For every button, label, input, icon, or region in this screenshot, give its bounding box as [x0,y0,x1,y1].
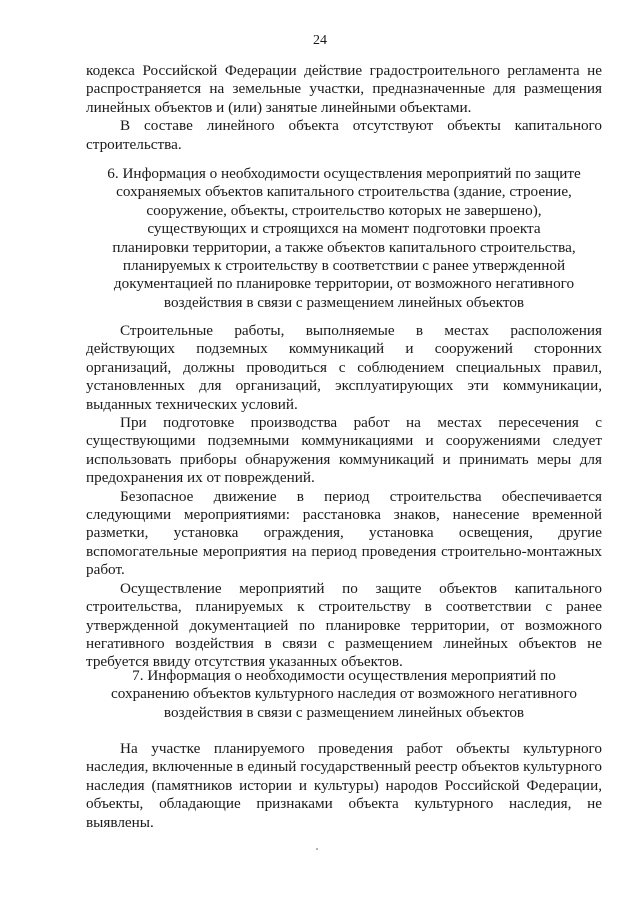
heading-line: планируемых к строительству в соответствии с ранее утвержденной [122,257,566,275]
section-7-paragraph: На участке планируемого проведения работ объекты культурного наследия, включенные в единый государственный реестр объектов культурного наследия (памятников истории и культуры) народов Российской Федерации, объекты, обладающие признаками объекта культурного наследия, не выявлены. [86,740,602,831]
heading-line: 6. Информация о необходимости осуществления мероприятий по защите [107,165,581,182]
heading-line: сохранению объектов культурного наследия от возможного негативного [111,685,577,703]
heading-line: существующих и строящихся на момент подготовки проекта [147,220,541,238]
section-6-paragraph: Осуществление мероприятий по защите объектов капитального строительства, планируемых к строительству в соответствии с ранее утвержденной документацией по планировке территории, от возможного негативного воздействия в связи с размещением линейных объектов не требуется ввиду отсутствия указанных объектов. [86,579,602,671]
heading-line: планировки территории, а также объектов капитального строительства, [112,238,576,256]
heading-line: воздействия в связи с размещением линейных объектов [163,293,525,311]
section-6-paragraph: При подготовке производства работ на местах пересечения с существующими подземными коммуникациями и сооружениями следует использовать приборы обнаружения коммуникаций и принимать меры для предохранения их от повреждений. [86,414,602,487]
scan-dot [316,848,318,850]
section-7-body [86,740,602,832]
section-6-heading [86,165,602,312]
heading-line: сохраняемых объектов капитального строительства (здание, строение, [116,183,572,201]
intro-paragraph-continued: кодекса Российской Федерации действие градостроительного регламента не распространяется на земельные участки, предназначенные для размещения линейных объектов и (или) занятые линейными объектами. [86,62,602,116]
section-6-paragraph: Безопасное движение в период строительства обеспечивается следующими мероприятиями: расстановка знаков, нанесение временной разметки, установка ограждения, установка освещения, другие вспомогательные мероприятия на период проведения строительно-монтажных работ. [86,487,602,579]
section-6-paragraph: Строительные работы, выполняемые в местах расположения действующих подземных коммуникаций и сооружений сторонних организаций, должны проводиться с соблюдением специальных правил, установленных для организаций, эксплуатирующих эти коммуникации, выданных технических условий. [86,322,602,413]
page-number: 24 [313,33,327,48]
intro-paragraph: В составе линейного объекта отсутствуют объекты капитального строительства. [86,117,602,153]
section-6-body [86,322,602,672]
heading-line: 7. Информация о необходимости осуществления мероприятий по [132,667,556,684]
heading-line: документацией по планировке территории, от возможного негативного [113,275,575,293]
section-7-heading [86,667,602,722]
heading-line: сооружение, объекты, строительство которых не завершено), [146,201,542,219]
intro-block [86,62,602,154]
heading-line: воздействия в связи с размещением линейных объектов [163,703,525,721]
